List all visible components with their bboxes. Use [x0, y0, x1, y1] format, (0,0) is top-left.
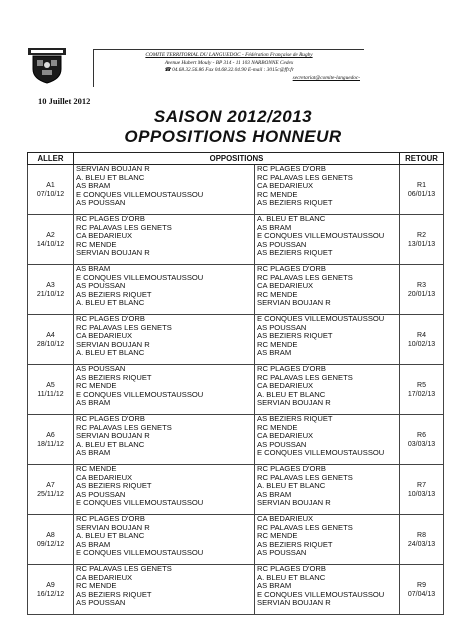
team-name: A. BLEU ET BLANC: [76, 299, 145, 307]
round-date: 14/10/12: [36, 240, 65, 248]
away-teams-cell: [255, 265, 400, 315]
header-line-2: Avenue Hubert Mouly - BP 314 - 11 103 NARBONNE Cedex: [164, 59, 294, 66]
aller-cell: [28, 265, 74, 315]
home-teams-cell: [74, 365, 255, 415]
document-date: 10 Juillet 2012: [38, 96, 91, 106]
team-name: SERVIAN BOUJAN R: [76, 523, 150, 532]
team-name: SERVIAN BOUJAN R: [76, 165, 150, 173]
away-teams-cell: [255, 565, 400, 615]
away-teams-cell: [255, 365, 400, 415]
team-name: RC PLAGES D'ORB: [257, 365, 326, 373]
return-code: R9: [417, 581, 426, 589]
aller-cell: [28, 415, 74, 465]
return-code: R4: [417, 331, 426, 339]
team-name: CA BEDARIEUX: [257, 382, 314, 390]
team-name: RC MENDE: [76, 382, 117, 390]
team-name: CA BEDARIEUX: [76, 573, 133, 582]
fixtures-table: [27, 152, 444, 615]
team-name: A. BLEU ET BLANC: [76, 349, 145, 357]
return-date: 24/03/13: [407, 540, 436, 548]
season-title: SAISON 2012/2013: [153, 107, 313, 126]
round-date: 18/11/12: [37, 440, 64, 448]
home-teams-cell: [74, 415, 255, 465]
return-date: 06/01/13: [407, 190, 436, 198]
team-name: RC PALAVAS LES GENETS: [76, 565, 172, 573]
team-name: E CONQUES VILLEMOUSTAUSSOU: [76, 549, 204, 557]
round-code: A7: [46, 481, 55, 489]
team-name: SERVIAN BOUJAN R: [76, 340, 150, 349]
team-name: AS BRAM: [257, 490, 292, 499]
team-name: RC MENDE: [257, 423, 298, 432]
round-date: 16/12/12: [36, 590, 65, 598]
return-code: R7: [417, 481, 426, 489]
round-code: A2: [46, 231, 55, 239]
team-name: RC PLAGES D'ORB: [257, 565, 326, 573]
home-teams-cell: [74, 215, 255, 265]
return-date: 03/03/13: [407, 440, 436, 448]
table-header-row: [28, 153, 444, 165]
away-teams-cell: [255, 165, 400, 215]
return-date: 07/04/13: [407, 590, 436, 598]
team-name: AS BEZIERS RIQUET: [257, 249, 333, 257]
round-code: A6: [46, 431, 55, 439]
header-line-4: secretariat@comite-languedoc-: [292, 74, 360, 81]
team-name: RC PALAVAS LES GENETS: [76, 323, 172, 332]
round-date: 11/11/12: [37, 390, 64, 398]
team-name: CA BEDARIEUX: [257, 515, 314, 523]
team-name: AS BEZIERS RIQUET: [76, 482, 152, 490]
home-teams-cell: [74, 565, 255, 615]
round-code: A5: [46, 381, 55, 389]
return-date: 13/01/13: [407, 240, 436, 248]
retour-cell: [400, 215, 444, 265]
retour-cell: [400, 165, 444, 215]
team-name: AS BEZIERS RIQUET: [257, 199, 333, 207]
team-name: CA BEDARIEUX: [76, 473, 133, 482]
round-date: 09/12/12: [36, 540, 65, 548]
team-name: RC PLAGES D'ORB: [257, 265, 326, 273]
team-name: A. BLEU ET BLANC: [76, 173, 145, 182]
team-name: SERVIAN BOUJAN R: [257, 399, 331, 407]
team-name: CA BEDARIEUX: [76, 332, 133, 340]
return-code: R6: [417, 431, 426, 439]
round-date: 07/10/12: [36, 190, 65, 198]
aller-cell: [28, 315, 74, 365]
header-line-1: COMITE TERRITORIAL DU LANGUEDOC - Fédération Française de Rugby: [145, 52, 313, 58]
team-name: A. BLEU ET BLANC: [257, 573, 326, 582]
team-name: RC PALAVAS LES GENETS: [76, 223, 172, 232]
team-name: SERVIAN BOUJAN R: [257, 499, 331, 507]
team-name: AS BRAM: [257, 223, 292, 232]
team-name: CA BEDARIEUX: [257, 432, 314, 440]
team-name: AS POUSSAN: [257, 323, 307, 332]
shield-logo-icon: [27, 47, 67, 84]
team-name: RC PALAVAS LES GENETS: [257, 473, 353, 482]
team-name: RC PALAVAS LES GENETS: [257, 173, 353, 182]
team-name: CA BEDARIEUX: [257, 182, 314, 190]
round-code: A3: [46, 281, 55, 289]
team-name: AS BEZIERS RIQUET: [76, 290, 152, 299]
round-date: 25/11/12: [37, 490, 64, 498]
team-name: RC MENDE: [76, 240, 117, 249]
retour-cell: [400, 465, 444, 515]
return-code: R5: [417, 381, 426, 389]
aller-cell: [28, 165, 74, 215]
retour-cell: [400, 415, 444, 465]
home-teams-cell: [74, 265, 255, 315]
round-code: A1: [46, 181, 55, 189]
round-date: 21/10/12: [36, 290, 65, 298]
team-name: AS POUSSAN: [257, 240, 307, 249]
team-name: RC PLAGES D'ORB: [76, 315, 145, 323]
table-row: [28, 415, 444, 465]
team-name: A. BLEU ET BLANC: [257, 215, 326, 223]
return-code: R2: [417, 231, 426, 239]
table-row: [28, 265, 444, 315]
team-name: CA BEDARIEUX: [257, 282, 314, 290]
team-name: AS BEZIERS RIQUET: [257, 540, 333, 549]
team-name: SERVIAN BOUJAN R: [76, 432, 150, 440]
return-code: R1: [417, 181, 426, 189]
table-row: [28, 165, 444, 215]
table-row: [28, 515, 444, 565]
team-name: RC PLAGES D'ORB: [76, 515, 145, 523]
aller-cell: [28, 365, 74, 415]
team-name: E CONQUES VILLEMOUSTAUSSOU: [76, 390, 204, 399]
return-code: R3: [417, 281, 426, 289]
team-name: AS POUSSAN: [76, 199, 126, 207]
team-name: AS BRAM: [257, 349, 292, 357]
retour-cell: [400, 365, 444, 415]
table-row: [28, 215, 444, 265]
away-teams-cell: [255, 215, 400, 265]
team-name: SERVIAN BOUJAN R: [257, 599, 331, 607]
team-name: AS BRAM: [76, 182, 111, 190]
team-name: RC PLAGES D'ORB: [76, 215, 145, 223]
team-name: RC MENDE: [257, 290, 298, 299]
return-date: 20/01/13: [407, 290, 436, 298]
team-name: E CONQUES VILLEMOUSTAUSSOU: [257, 232, 385, 240]
team-name: AS BEZIERS RIQUET: [257, 332, 333, 340]
team-name: RC PALAVAS LES GENETS: [257, 273, 353, 282]
retour-cell: [400, 315, 444, 365]
table-row: [28, 315, 444, 365]
team-name: A. BLEU ET BLANC: [257, 482, 326, 490]
table-row: [28, 365, 444, 415]
team-name: E CONQUES VILLEMOUSTAUSSOU: [257, 590, 385, 599]
header-line-3: ☎ 04.68.32.56.86 Fax 04.68.32.04.90 E-mail : 3015c@ffr.fr: [164, 67, 294, 74]
team-name: AS BRAM: [76, 265, 111, 273]
away-teams-cell: [255, 415, 400, 465]
return-code: R8: [417, 531, 426, 539]
team-name: RC PALAVAS LES GENETS: [257, 523, 353, 532]
team-name: AS POUSSAN: [76, 490, 126, 499]
team-name: E CONQUES VILLEMOUSTAUSSOU: [257, 449, 385, 457]
team-name: RC MENDE: [76, 582, 117, 590]
team-name: CA BEDARIEUX: [76, 232, 133, 240]
team-name: RC MENDE: [257, 532, 298, 540]
team-name: SERVIAN BOUJAN R: [257, 299, 331, 307]
away-teams-cell: [255, 465, 400, 515]
team-name: AS BRAM: [76, 540, 111, 549]
col-oppositions-header: OPPOSITIONS: [74, 153, 400, 165]
aller-cell: [28, 465, 74, 515]
home-teams-cell: [74, 165, 255, 215]
team-name: RC PALAVAS LES GENETS: [257, 373, 353, 382]
retour-cell: [400, 565, 444, 615]
team-name: RC PALAVAS LES GENETS: [76, 423, 172, 432]
team-name: RC PLAGES D'ORB: [257, 465, 326, 473]
team-name: AS BRAM: [257, 582, 292, 590]
team-name: E CONQUES VILLEMOUSTAUSSOU: [76, 190, 204, 199]
team-name: E CONQUES VILLEMOUSTAUSSOU: [257, 315, 385, 323]
aller-cell: [28, 215, 74, 265]
return-date: 10/03/13: [407, 490, 436, 498]
team-name: A. BLEU ET BLANC: [76, 440, 145, 449]
table-row: [28, 565, 444, 615]
round-date: 28/10/12: [36, 340, 65, 348]
team-name: SERVIAN BOUJAN R: [76, 249, 150, 257]
return-date: 17/02/13: [407, 390, 436, 398]
team-name: RC PLAGES D'ORB: [76, 415, 145, 423]
round-code: A8: [46, 531, 55, 539]
round-code: A9: [46, 581, 55, 589]
team-name: AS POUSSAN: [76, 365, 126, 373]
col-aller-header: ALLER: [28, 153, 74, 165]
team-name: AS POUSSAN: [257, 549, 307, 557]
col-retour-header: RETOUR: [400, 153, 444, 165]
team-name: AS BEZIERS RIQUET: [76, 590, 152, 599]
home-teams-cell: [74, 315, 255, 365]
team-name: AS POUSSAN: [257, 440, 307, 449]
aller-cell: [28, 515, 74, 565]
table-row: [28, 465, 444, 515]
round-code: A4: [46, 331, 55, 339]
team-name: RC PLAGES D'ORB: [257, 165, 326, 173]
team-name: AS POUSSAN: [76, 282, 126, 290]
team-name: AS BRAM: [76, 449, 111, 457]
team-name: E CONQUES VILLEMOUSTAUSSOU: [76, 499, 204, 507]
team-name: A. BLEU ET BLANC: [257, 390, 326, 399]
retour-cell: [400, 265, 444, 315]
team-name: AS BRAM: [76, 399, 111, 407]
home-teams-cell: [74, 515, 255, 565]
team-name: AS POUSSAN: [76, 599, 126, 607]
team-name: A. BLEU ET BLANC: [76, 532, 145, 540]
retour-cell: [400, 515, 444, 565]
oppositions-title: OPPOSITIONS HONNEUR: [124, 127, 342, 146]
team-name: AS BEZIERS RIQUET: [257, 415, 333, 423]
return-date: 10/02/13: [407, 340, 436, 348]
away-teams-cell: [255, 515, 400, 565]
team-name: AS BEZIERS RIQUET: [76, 373, 152, 382]
home-teams-cell: [74, 465, 255, 515]
aller-cell: [28, 565, 74, 615]
committee-header: [93, 49, 364, 87]
away-teams-cell: [255, 315, 400, 365]
team-name: RC MENDE: [257, 340, 298, 349]
team-name: RC MENDE: [257, 190, 298, 199]
team-name: E CONQUES VILLEMOUSTAUSSOU: [76, 273, 204, 282]
team-name: RC MENDE: [76, 465, 117, 473]
